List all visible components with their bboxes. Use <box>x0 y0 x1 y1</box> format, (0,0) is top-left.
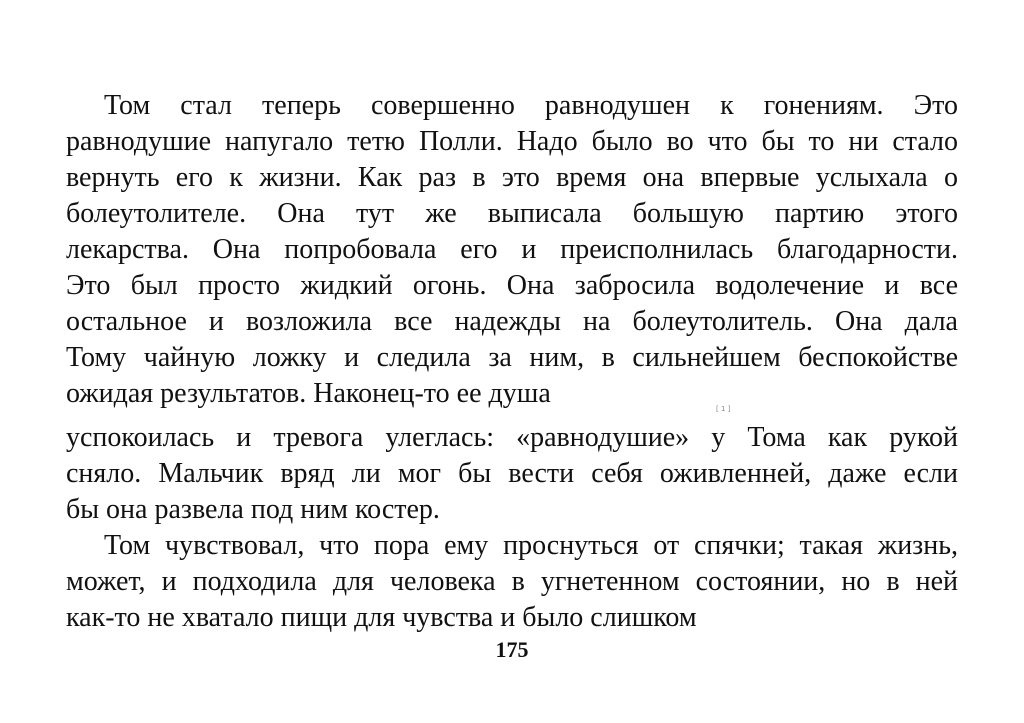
text-line: Тому чайную ложку и следила за ним, в сильнейшем беспокойстве <box>66 342 958 373</box>
text-line: может, и подходила для человека в угнетенном состоянии, но в ней <box>66 566 958 597</box>
text-line: болеутолителе. Она тут же выписала большую партию этого <box>66 198 958 229</box>
text-line: как-то не хватало пищи для чувства и было слишком <box>66 602 697 633</box>
text-line: Том стал теперь совершенно равнодушен к гонениям. Это <box>104 90 958 121</box>
scan-mark: [ 1 ] <box>716 405 731 413</box>
text-line: вернуть его к жизни. Как раз в это время она впервые услыхала о <box>66 162 958 193</box>
text-line: остальное и возложила все надежды на болеутолитель. Она дала <box>66 306 958 337</box>
page-number: 175 <box>495 637 529 662</box>
text-line: лекарства. Она попробовала его и преисполнилась благодарности. <box>66 234 958 265</box>
text-line: Это был просто жидкий огонь. Она забросила водолечение и все <box>66 270 958 301</box>
text-block-2 <box>66 420 958 528</box>
text-line: бы она развела под ним костер. <box>66 494 440 525</box>
text-block-1 <box>66 88 958 412</box>
text-line: Том чувствовал, что пора ему проснуться от спячки; такая жизнь, <box>104 530 958 561</box>
text-line: сняло. Мальчик вряд ли мог бы вести себя оживленней, даже если <box>66 458 958 489</box>
text-line: равнодушие напугало тетю Полли. Надо было во что бы то ни стало <box>66 126 958 157</box>
text-line: успокоилась и тревога улеглась: «равнодушие» у Тома как рукой <box>66 422 958 453</box>
text-line: ожидая результатов. Наконец-то ее душа <box>66 378 551 409</box>
text-block-3 <box>66 528 958 636</box>
